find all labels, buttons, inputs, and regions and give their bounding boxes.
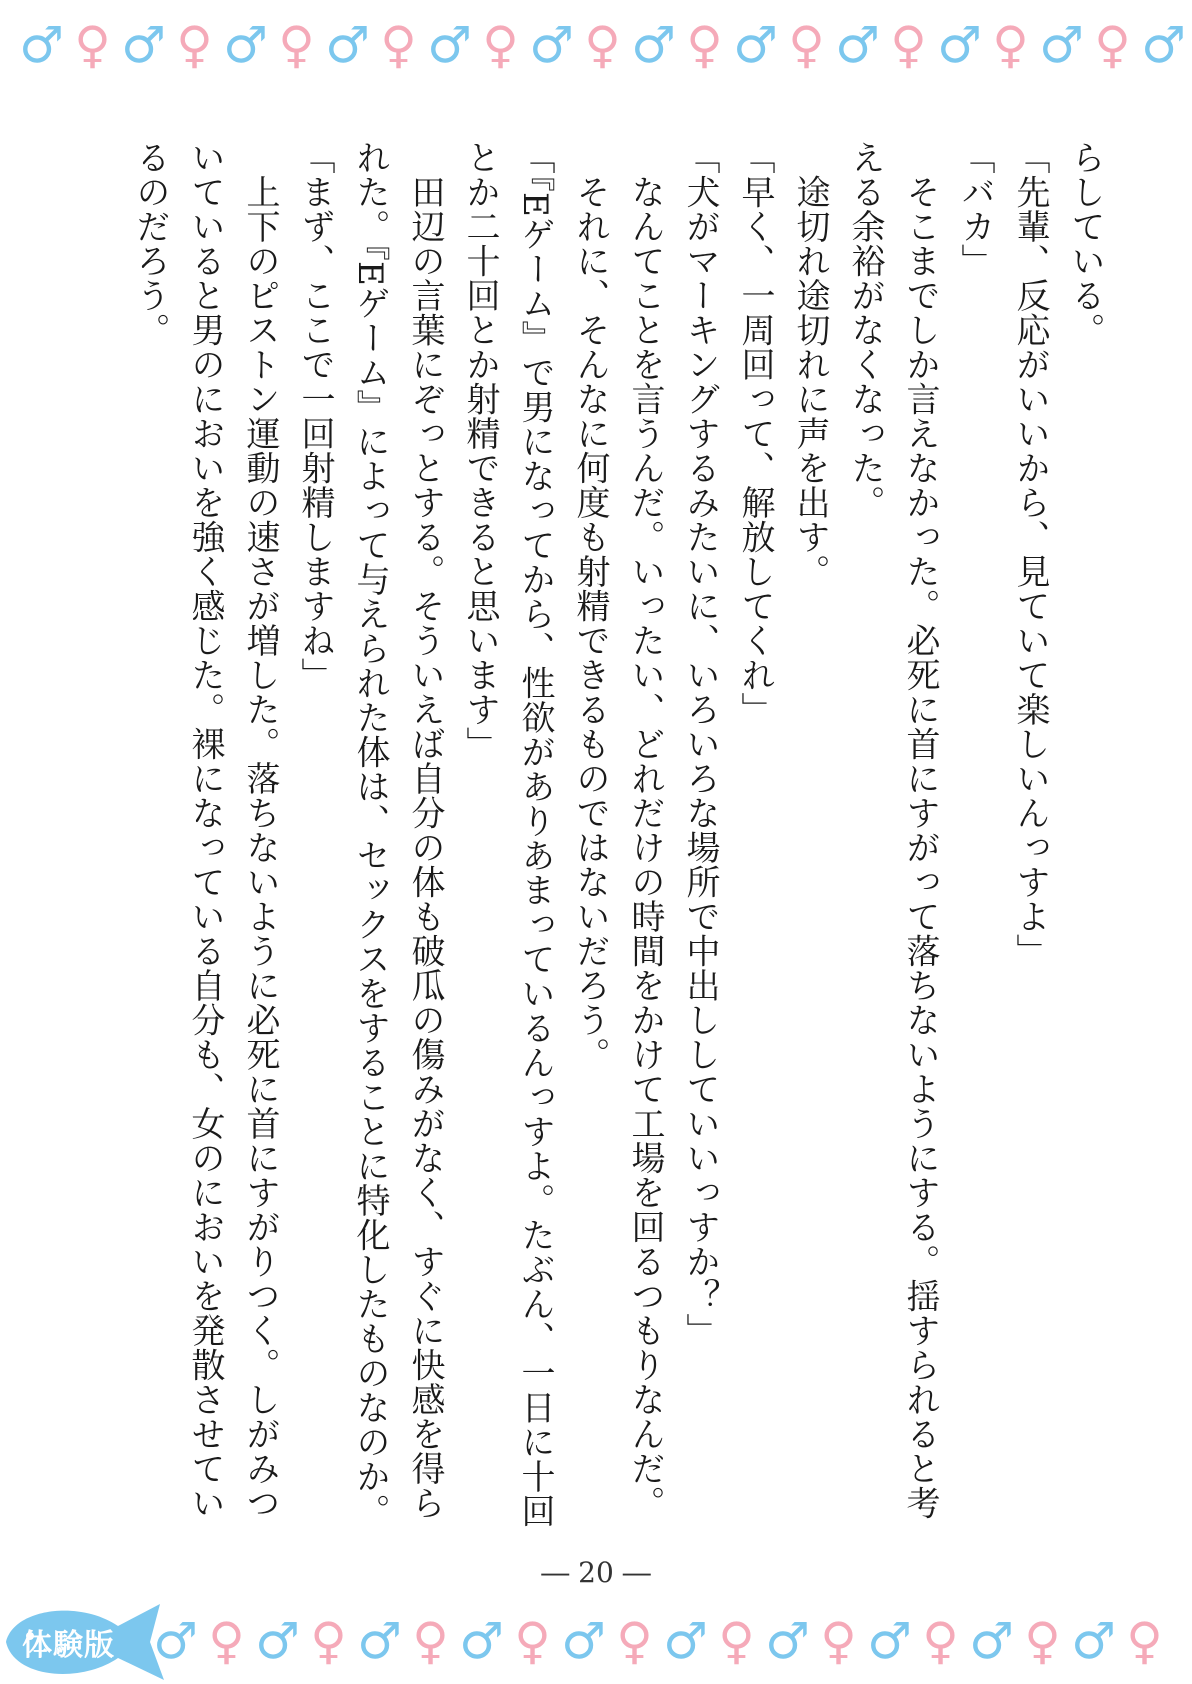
male-symbol-icon: ♂ <box>357 1612 402 1670</box>
male-symbol-icon: ♂ <box>561 1612 606 1670</box>
female-symbol-icon: ♀ <box>482 16 519 74</box>
male-symbol-icon: ♂ <box>325 16 370 74</box>
male-symbol-icon: ♂ <box>733 16 778 74</box>
paragraph: 田辺の言葉にぞっとする。そういえば自分の体も破瓜の傷みがなく、すぐに快感を得られた。『Eゲーム』によって与えられた体は、セックスをすることに特化したものなのか。 <box>350 140 445 1529</box>
paragraph: そこまでしか言えなかった。必死に首にすがって落ちないようにする。揺すられると考える余裕がなくなった。 <box>845 140 940 1520</box>
female-symbol-icon: ♀ <box>820 1612 857 1670</box>
female-symbol-icon: ♀ <box>890 16 927 74</box>
male-symbol-icon: ♂ <box>427 16 472 74</box>
male-symbol-icon: ♂ <box>867 1612 912 1670</box>
main-text-area <box>112 140 1112 1540</box>
female-symbol-icon: ♀ <box>310 1612 347 1670</box>
female-symbol-icon: ♀ <box>380 16 417 74</box>
male-symbol-icon: ♂ <box>631 16 676 74</box>
male-symbol-icon: ♂ <box>969 1612 1014 1670</box>
female-symbol-icon: ♀ <box>1126 1612 1163 1670</box>
male-symbol-icon: ♂ <box>835 16 880 74</box>
paragraph: 「『Eゲーム』で男になってから、性欲がありあまっているんっすよ。たぶん、一日に十回とか二十回とか射精できると思います」 <box>460 140 555 1529</box>
male-symbol-icon: ♂ <box>255 1612 300 1670</box>
female-symbol-icon: ♀ <box>992 16 1029 74</box>
male-symbol-icon: ♂ <box>765 1612 810 1670</box>
paragraph: 上下のピストン運動の速さが増した。落ちないように必死に首にすがりつく。しがみついていると男のにおいを強く感じた。裸になっている自分も、女のにおいを発散させているのだろう。 <box>130 140 280 1520</box>
female-symbol-icon: ♀ <box>686 16 723 74</box>
male-symbol-icon: ♂ <box>459 1612 504 1670</box>
female-symbol-icon: ♀ <box>74 16 111 74</box>
female-symbol-icon: ♀ <box>278 16 315 74</box>
male-symbol-icon: ♂ <box>153 1612 198 1670</box>
male-symbol-icon: ♂ <box>1071 1612 1116 1670</box>
paragraph: 途切れ途切れに声を出す。 <box>790 140 830 589</box>
bottom-border <box>0 1606 1192 1676</box>
paragraph: 「早く、一周回って、解放してくれ」 <box>735 140 775 727</box>
paragraph: らしている。 <box>1065 140 1105 347</box>
paragraph: 「まず、ここで一回射精しますね」 <box>295 140 335 692</box>
male-symbol-icon: ♂ <box>1039 16 1084 74</box>
male-symbol-icon: ♂ <box>663 1612 708 1670</box>
paragraph: それに、そんなに何度も射精できるものではないだろう。 <box>570 140 610 1072</box>
top-border <box>0 10 1192 80</box>
paragraph: なんてことを言うんだ。いったい、どれだけの時間をかけて工場を回るつもりなんだ。 <box>625 140 665 1520</box>
vertical-text-body <box>122 140 1112 1540</box>
female-symbol-icon: ♀ <box>584 16 621 74</box>
female-symbol-icon: ♀ <box>412 1612 449 1670</box>
female-symbol-icon: ♀ <box>514 1612 551 1670</box>
paragraph: 「犬がマーキングするみたいに、いろいろな場所で中出ししていいっすか？」 <box>680 140 720 1348</box>
male-symbol-icon: ♂ <box>1141 16 1186 74</box>
female-symbol-icon: ♀ <box>616 1612 653 1670</box>
female-symbol-icon: ♀ <box>176 16 213 74</box>
female-symbol-icon: ♀ <box>1094 16 1131 74</box>
male-symbol-icon: ♂ <box>529 16 574 74</box>
female-symbol-icon: ♀ <box>1024 1612 1061 1670</box>
paragraph: 「先輩、反応がいいから、見ていて楽しいんっすよ」 <box>1010 140 1050 968</box>
male-symbol-icon: ♂ <box>937 16 982 74</box>
trial-badge-label: 体験版 <box>22 1628 115 1663</box>
female-symbol-icon: ♀ <box>718 1612 755 1670</box>
male-symbol-icon: ♂ <box>121 16 166 74</box>
page-number: ― 20 ― <box>541 1556 651 1589</box>
paragraph: 「バカ」 <box>955 140 995 278</box>
female-symbol-icon: ♀ <box>788 16 825 74</box>
female-symbol-icon: ♀ <box>922 1612 959 1670</box>
male-symbol-icon: ♂ <box>223 16 268 74</box>
female-symbol-icon: ♀ <box>208 1612 245 1670</box>
male-symbol-icon: ♂ <box>19 16 64 74</box>
